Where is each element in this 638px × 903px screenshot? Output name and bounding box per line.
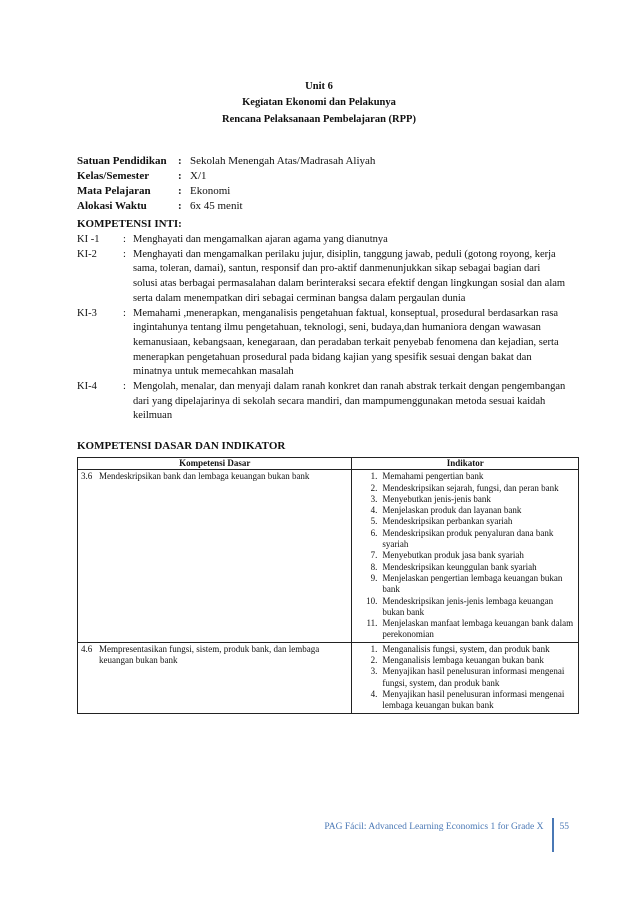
meta-value: X/1 [190, 170, 207, 182]
indicator-item [355, 550, 575, 561]
indicator-item [355, 596, 575, 619]
ki-text: Memahami ,menerapkan, menganalisis pengetahuan faktual, konseptual, prosedural berdasarkan rasa ingintahunya tentang ilmu pengetahuan, teknologi, seni, budaya,dan humaniora dengan wawasan kemanusiaan, kebangsaan, kenegaraan, dan peradaban terkait penyebab fenomena dan kejadian, serta menerapkan pengetahuan prosedural pada bidang kajian yang spesifik sesuai dengan bakat dan minatnya untuk memecahkan masalah [133, 307, 559, 378]
ki-text: Menghayati dan mengamalkan ajaran agama yang dianutnya [133, 234, 388, 245]
indicator-number: 3. [370, 493, 378, 504]
indicator-item [355, 655, 575, 666]
indicator-item [355, 618, 575, 641]
indicator-text: Menyebutkan jenis-jenis bank [382, 493, 491, 504]
indicator-number: 2. [370, 482, 378, 493]
ki-colon: : [123, 381, 126, 393]
indicator-text: Mendeskripsikan perbankan syariah [382, 516, 513, 527]
ki-item [77, 233, 567, 248]
meta-value: 6x 45 menit [190, 200, 243, 212]
meta-sep: : [178, 200, 182, 212]
indicator-text: Menjelaskan manfaat lembaga keuangan bank dalam perekonomian [382, 618, 574, 640]
footer-divider [552, 818, 554, 852]
meta-sep: : [178, 155, 182, 167]
ki-text: Mengolah, menalar, dan menyaji dalam ranah konkret dan ranah abstrak terkait dengan pengembangan dari yang dipelajarinya di sekolah secara mandiri, dan mampumenggunakan metoda sesuai kaidah keilmuan [133, 381, 566, 422]
meta-key: Kelas/Semester [77, 170, 150, 182]
indicator-number: 10. [366, 595, 378, 606]
indicator-cell [352, 642, 579, 713]
indicator-item [355, 505, 575, 516]
meta-row-satuan [77, 154, 375, 169]
book-title: PAG Fácil: Advanced Learning Economics 1 for Grade X [324, 822, 544, 832]
ki-list [77, 233, 567, 424]
page-footer [324, 818, 569, 852]
meta-key: Alokasi Waktu [77, 200, 147, 212]
meta-row-alokasi [77, 199, 375, 214]
kd-item [81, 644, 348, 667]
kd-cell [78, 642, 352, 713]
table-row [78, 470, 579, 642]
page-number: 55 [559, 822, 569, 832]
kd-item [81, 471, 348, 482]
indicator-item [355, 528, 575, 551]
kd-heading: KOMPETENSI DASAR DAN INDIKATOR [77, 440, 286, 452]
meta-value: Ekonomi [190, 185, 231, 197]
indicator-cell [352, 470, 579, 642]
col-kompetensi-dasar: Kompetensi Dasar [78, 458, 352, 470]
ki-code: KI-4 [77, 381, 97, 393]
kd-number: 4.6 [81, 643, 93, 654]
kd-cell [78, 470, 352, 642]
indicator-number: 7. [370, 550, 378, 561]
indicator-number: 4. [370, 688, 378, 699]
meta-row-mapel [77, 184, 375, 199]
indicator-number: 6. [370, 527, 378, 538]
indicator-item [355, 516, 575, 527]
indicator-text: Menganalisis fungsi, system, dan produk bank [382, 643, 550, 654]
indicator-text: Menganalisis lembaga keuangan bukan bank [382, 655, 544, 666]
indicator-item [355, 562, 575, 573]
table-header-row [78, 458, 579, 470]
kd-text: Mempresentasikan fungsi, sistem, produk bank, dan lembaga keuangan bukan bank [99, 643, 320, 666]
ki-code: KI -1 [77, 234, 100, 245]
ki-item [77, 248, 567, 307]
ki-colon: : [123, 307, 126, 319]
indicator-item [355, 483, 575, 494]
indicator-number: 1. [370, 471, 378, 482]
indicator-number: 11. [366, 618, 378, 629]
indicator-text: Mendeskripsikan produk penyaluran dana bank syariah [382, 527, 554, 550]
ki-item [77, 380, 567, 424]
indicator-text: Menyebutkan produk jasa bank syariah [382, 550, 524, 561]
chapter-subtitle: Kegiatan Ekonomi dan Pelakunya [242, 97, 396, 108]
indicator-text: Mendeskripsikan keunggulan bank syariah [382, 561, 537, 572]
indicator-item [355, 573, 575, 596]
meta-row-kelas [77, 169, 375, 184]
indicator-text: Menjelaskan produk dan layanan bank [382, 505, 522, 516]
indicator-text: Menyajikan hasil penelusuran informasi mengenai lembaga keuangan bukan bank [382, 688, 565, 711]
meta-key: Satuan Pendidikan [77, 155, 167, 167]
meta-sep: : [178, 185, 182, 197]
kd-table [77, 457, 579, 714]
indicator-text: Mendeskripsikan jenis-jenis lembaga keuangan bukan bank [382, 595, 554, 617]
ki-item [77, 307, 567, 381]
indicator-number: 8. [370, 561, 378, 572]
ki-colon: : [123, 248, 126, 260]
indicator-item [355, 644, 575, 655]
indicator-number: 9. [370, 572, 378, 583]
ki-heading: KOMPETENSI INTI: [77, 218, 182, 230]
rpp-title: Rencana Pelaksanaan Pembelajaran (RPP) [222, 114, 416, 125]
indicator-item [355, 666, 575, 689]
indicator-number: 3. [370, 666, 378, 677]
kd-number: 3.6 [81, 471, 93, 482]
indicator-item [355, 494, 575, 505]
indicator-item [355, 471, 575, 482]
kd-text: Mendeskripsikan bank dan lembaga keuangan bukan bank [99, 471, 310, 482]
meta-key: Mata Pelajaran [77, 185, 151, 197]
ki-code: KI-3 [77, 307, 97, 319]
col-indikator: Indikator [352, 458, 579, 470]
indicator-text: Memahami pengertian bank [382, 471, 484, 482]
identity-block [77, 154, 375, 214]
indicator-number: 4. [370, 505, 378, 516]
indicator-text: Menyajikan hasil penelusuran informasi mengenai fungsi, system, dan produk bank [382, 666, 565, 688]
unit-title: Unit 6 [305, 81, 333, 92]
indicator-text: Menjelaskan pengertian lembaga keuangan bukan bank [382, 572, 563, 595]
indicator-text: Mendeskripsikan sejarah, fungsi, dan peran bank [382, 482, 559, 493]
table-row [78, 642, 579, 713]
indicator-number: 2. [370, 655, 378, 666]
indicator-number: 1. [370, 643, 378, 654]
ki-colon: : [123, 234, 126, 245]
ki-code: KI-2 [77, 248, 97, 260]
meta-sep: : [178, 170, 182, 182]
indicator-item [355, 689, 575, 712]
indicator-number: 5. [370, 516, 378, 527]
ki-text: Menghayati dan mengamalkan perilaku jujur, disiplin, tanggung jawab, peduli (gotong royong, kerja sama, toleran, damai), santun, responsif dan pro-aktif danmenunjukkan sikap sebagai bagian dari solusi atas berbagai permasalahan dalam berinteraksi secara efektif dengan lingkungan sosial dan alam serta dalam menempatkan diri sebagai cerminan bangsa dalam pergaulan dunia [133, 248, 566, 304]
meta-value: Sekolah Menengah Atas/Madrasah Aliyah [190, 155, 376, 167]
